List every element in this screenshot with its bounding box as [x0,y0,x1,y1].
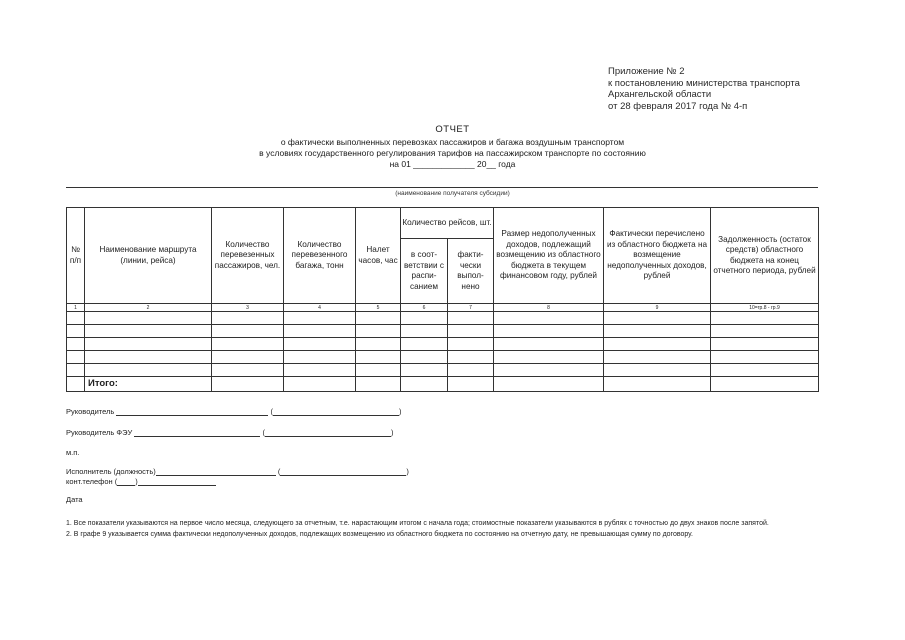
total-label: Итого: [85,377,212,392]
column-number: 7 [448,304,494,312]
report-subtitle [0,137,905,170]
table-row[interactable] [67,325,819,338]
header-transferred: Фактически перечислено из областного бюджета на возмещение недополученных доходов, рублей [604,208,711,304]
column-number: 4 [284,304,356,312]
subtitle-line: о фактически выполненных перевозках пассажиров и багажа воздушным транспортом [280,137,625,147]
head-signature-field[interactable] [116,407,268,416]
feu-head-label: Руководитель ФЭУ [66,428,133,437]
column-number: 10=гр.8 - гр.9 [711,304,819,312]
column-number: 2 [85,304,212,312]
feu-head-name-field[interactable] [265,428,391,437]
appendix-line: от 28 февраля 2017 года № 4-п [608,100,748,112]
phone-line: конт.телефон ( ) [66,477,216,486]
column-number: 5 [356,304,401,312]
header-flights-group: Количество рейсов, шт. [401,208,494,239]
header-lost-revenue: Размер недополученных доходов, подлежащий возмещению из областного бюджета в текущем финансовом году, рублей [494,208,604,304]
header-route: Наименование маршрута (линии, рейса) [85,208,212,304]
feu-head-signature: Руководитель ФЭУ ( ) [66,428,394,437]
recipient-caption: (наименование получателя субсидии) [395,190,510,197]
executor-signature: Исполнитель (должность) ( ) [66,467,409,476]
report-table [66,207,819,392]
total-row [67,377,819,392]
table-row[interactable] [67,312,819,325]
table-row[interactable] [67,364,819,377]
column-number: 6 [401,304,448,312]
footnote: 1. Все показатели указываются на первое число месяца, следующего за отчетным, т.е. нарастающим итогом с начала года; стоимостные показатели указываются в рублях с точностью до двух знаков после запятой. [66,520,769,527]
report-date-line: на 01 _____________ 20__ года [389,159,516,169]
head-label: Руководитель [66,407,115,416]
table-row[interactable] [67,351,819,364]
executor-name-field[interactable] [280,467,406,476]
executor-label: Исполнитель (должность) [66,467,156,476]
appendix-line: Приложение № 2 [608,66,685,77]
executor-signature-field[interactable] [156,467,276,476]
subtitle-line: в условиях государственного регулирования тарифов на пассажирском транспорте по состоянию [259,148,646,158]
appendix-block [608,66,800,112]
header-actual: факти-чески выпол-нено [448,239,494,304]
phone-number-field[interactable] [138,477,216,486]
column-number: 3 [212,304,284,312]
report-title: ОТЧЕТ [435,124,470,135]
date-label: Дата [66,495,83,504]
column-number-row [67,304,819,312]
head-signature: Руководитель ( ) [66,407,402,416]
feu-head-signature-field[interactable] [134,428,260,437]
table-row[interactable] [67,338,819,351]
appendix-line: к постановлению министерства транспорта [608,77,800,89]
header-scheduled: в соот-ветствии с распи-санием [401,239,448,304]
column-number: 9 [604,304,711,312]
phone-code-field[interactable] [117,477,135,486]
head-name-field[interactable] [273,407,399,416]
footnotes [66,519,826,541]
column-number: 8 [494,304,604,312]
appendix-line: Архангельской области [608,89,712,100]
header-flight-hours: Налет часов, час [356,208,401,304]
column-number: 1 [67,304,85,312]
footnote: 2. В графе 9 указывается сумма фактически недополученных доходов, подлежащих возмещению из областного бюджета по состоянию на отчетную дату, не превышающая сумму по договору. [66,531,693,538]
header-debt: Задолженность (остаток средств) областного бюджета на конец отчетного периода, рублей [711,208,819,304]
recipient-line[interactable] [66,187,818,188]
phone-label: конт.телефон ( [66,477,118,486]
header-baggage: Количество перевезенного багажа, тонн [284,208,356,304]
header-passengers: Количество перевезенных пассажиров, чел. [212,208,284,304]
stamp-label: м.п. [66,448,80,457]
header-number: № п/п [67,208,85,304]
